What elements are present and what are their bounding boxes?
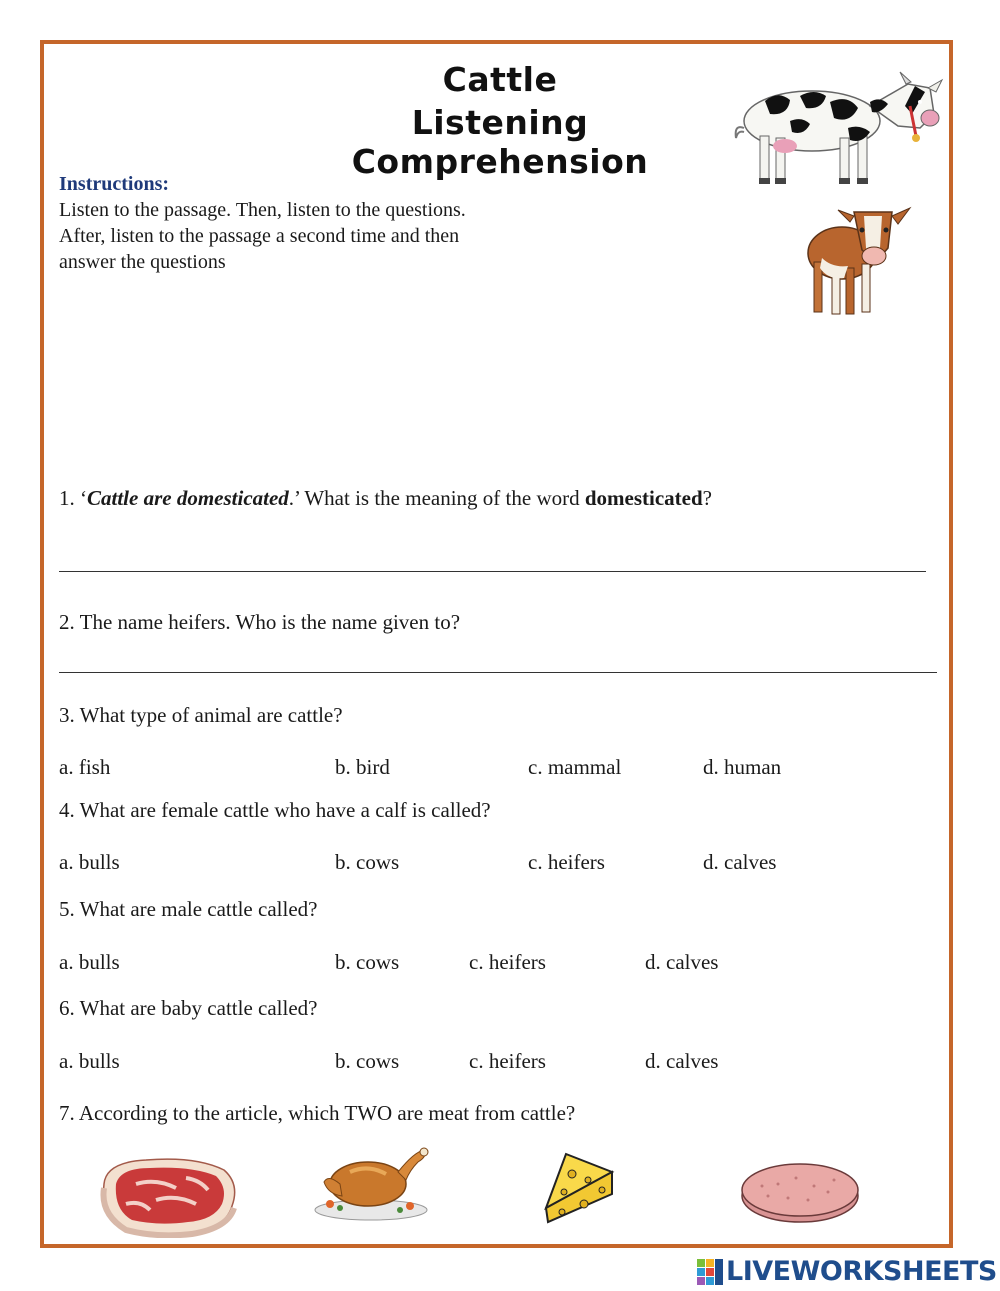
brand-name: LIVEWORKSHEETS — [726, 1256, 997, 1287]
answer-line-1[interactable] — [59, 571, 926, 572]
q6-option-b[interactable]: b. cows — [335, 1049, 400, 1073]
q5-option-b[interactable]: b. cows — [335, 950, 400, 974]
instructions-line-1: Listen to the passage. Then, listen to the questions. — [59, 199, 466, 221]
instructions-line-3: answer the questions — [59, 251, 226, 273]
brown-cow-icon — [798, 198, 914, 320]
page-title: Cattle — [442, 60, 558, 99]
question-6: 6. What are baby cattle called? — [59, 996, 318, 1020]
q5-option-a[interactable]: a. bulls — [59, 950, 120, 974]
answer-line-2[interactable] — [59, 672, 937, 673]
q4-option-a[interactable]: a. bulls — [59, 850, 120, 874]
q6-option-a[interactable]: a. bulls — [59, 1049, 120, 1073]
q5-option-c[interactable]: c. heifers — [469, 950, 546, 974]
q4-option-d[interactable]: d. calves — [703, 850, 777, 874]
q4-option-b[interactable]: b. cows — [335, 850, 400, 874]
q6-option-c[interactable]: c. heifers — [469, 1049, 546, 1073]
brand-logo[interactable] — [697, 1256, 997, 1287]
burger-patty-icon[interactable] — [738, 1156, 862, 1228]
question-5: 5. What are male cattle called? — [59, 897, 318, 921]
holstein-cow-icon — [730, 66, 952, 190]
question-2: 2. The name heifers. Who is the name given to? — [59, 610, 461, 634]
q3-option-d[interactable]: d. human — [703, 755, 782, 779]
instructions-line-2: After, listen to the passage a second time and then — [59, 225, 460, 247]
q6-option-d[interactable]: d. calves — [645, 1049, 719, 1073]
q3-option-b[interactable]: b. bird — [335, 755, 390, 779]
question-7: 7. According to the article, which TWO are meat from cattle? — [59, 1101, 576, 1125]
cheese-icon[interactable] — [542, 1148, 616, 1224]
instructions-heading: Instructions: — [59, 173, 170, 195]
question-1: 1. ‘Cattle are domesticated.’ What is the meaning of the word domesticated? — [59, 486, 712, 510]
q5-option-d[interactable]: d. calves — [645, 950, 719, 974]
question-3: 3. What type of animal are cattle? — [59, 703, 343, 727]
roast-chicken-icon[interactable] — [310, 1144, 432, 1224]
question-4: 4. What are female cattle who have a calf is called? — [59, 798, 491, 822]
q3-option-a[interactable]: a. fish — [59, 755, 111, 779]
q3-option-c[interactable]: c. mammal — [528, 755, 622, 779]
liveworksheets-logo-icon — [697, 1259, 723, 1285]
steak-icon[interactable] — [96, 1154, 242, 1238]
q4-option-c[interactable]: c. heifers — [528, 850, 605, 874]
page-subtitle: Listening Comprehension — [351, 103, 649, 181]
